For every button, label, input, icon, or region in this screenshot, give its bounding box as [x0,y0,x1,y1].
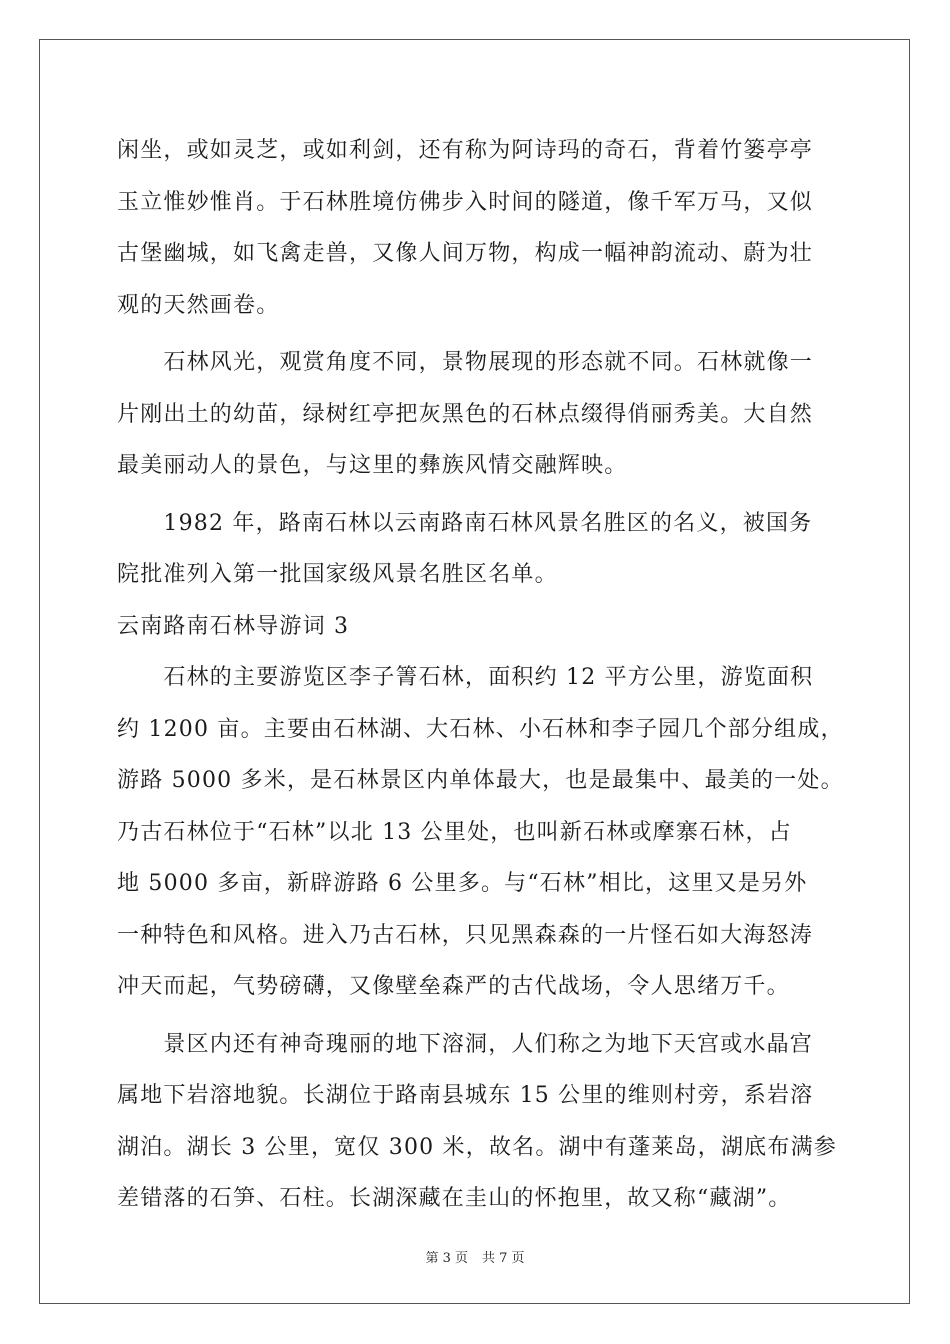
text-line: 古堡幽城，如飞禽走兽，又像人间万物，构成一幅神韵流动、蔚为壮 [117,241,814,266]
text-line: 片刚出土的幼苗，绿树红亭把灰黑色的石林点缀得俏丽秀美。大自然 [117,401,814,427]
text-line: 一种特色和风格。进入乃古石林，只见黑森森的一片怪石如大海怒涛 [117,922,814,948]
text-line: 闲坐，或如灵芝，或如利剑，还有称为阿诗玛的奇石，背着竹篓亭亭 [117,138,814,163]
page-number: 第 3 页 [425,1251,468,1266]
text-line: 石林风光，观赏角度不同，景物展现的形态就不同。石林就像一 [117,350,814,375]
text-line: 游路 5000 多米，是石林景区内单体最大，也是最集中、最美的一处。 [117,768,844,793]
text-line: 观的天然画卷。 [117,292,280,318]
text-line: 差错落的石笋、石柱。长湖深藏在圭山的怀抱里，故又称“藏湖”。 [117,1186,792,1211]
text-line: 玉立惟妙惟肖。于石林胜境仿佛步入时间的隧道，像千军万马，又似 [117,189,814,215]
text-line: 最美丽动人的景色，与这里的彝族风情交融辉映。 [117,453,628,478]
text-line: 地 5000 多亩，新辟游路 6 公里多。与“石林”相比，这里又是另外 [117,871,808,896]
text-line: 属地下岩溶地貌。长湖位于路南县城东 15 公里的维则村旁，系岩溶 [117,1083,814,1108]
page-total: 共 7 页 [482,1251,525,1266]
text-line: 院批准列入第一批国家级风景名胜区名单。 [117,562,558,587]
document-body [117,125,844,1225]
section-heading: 云南路南石林导游词 3 [117,613,350,639]
text-line: 乃古石林位于“石林”以北 13 公里处，也叫新石林或摩寨石林，占 [117,819,792,845]
text-line: 景区内还有神奇瑰丽的地下溶洞，人们称之为地下天宫或水晶宫 [117,1031,814,1057]
page-footer [0,1247,950,1266]
text-line: 石林的主要游览区李子箐石林，面积约 12 平方公里，游览面积 [117,665,814,690]
text-line: 冲天而起，气势磅礴，又像壁垒森严的古代战场，令人思绪万千。 [117,974,790,999]
text-line: 湖泊。湖长 3 公里，宽仅 300 米，故名。湖中有蓬莱岛，湖底布满参 [117,1134,837,1160]
text-line: 约 1200 亩。主要由石林湖、大石林、小石林和李子园几个部分组成， [117,716,844,742]
text-line: 1982 年，路南石林以云南路南石林风景名胜区的名义，被国务 [117,510,813,536]
